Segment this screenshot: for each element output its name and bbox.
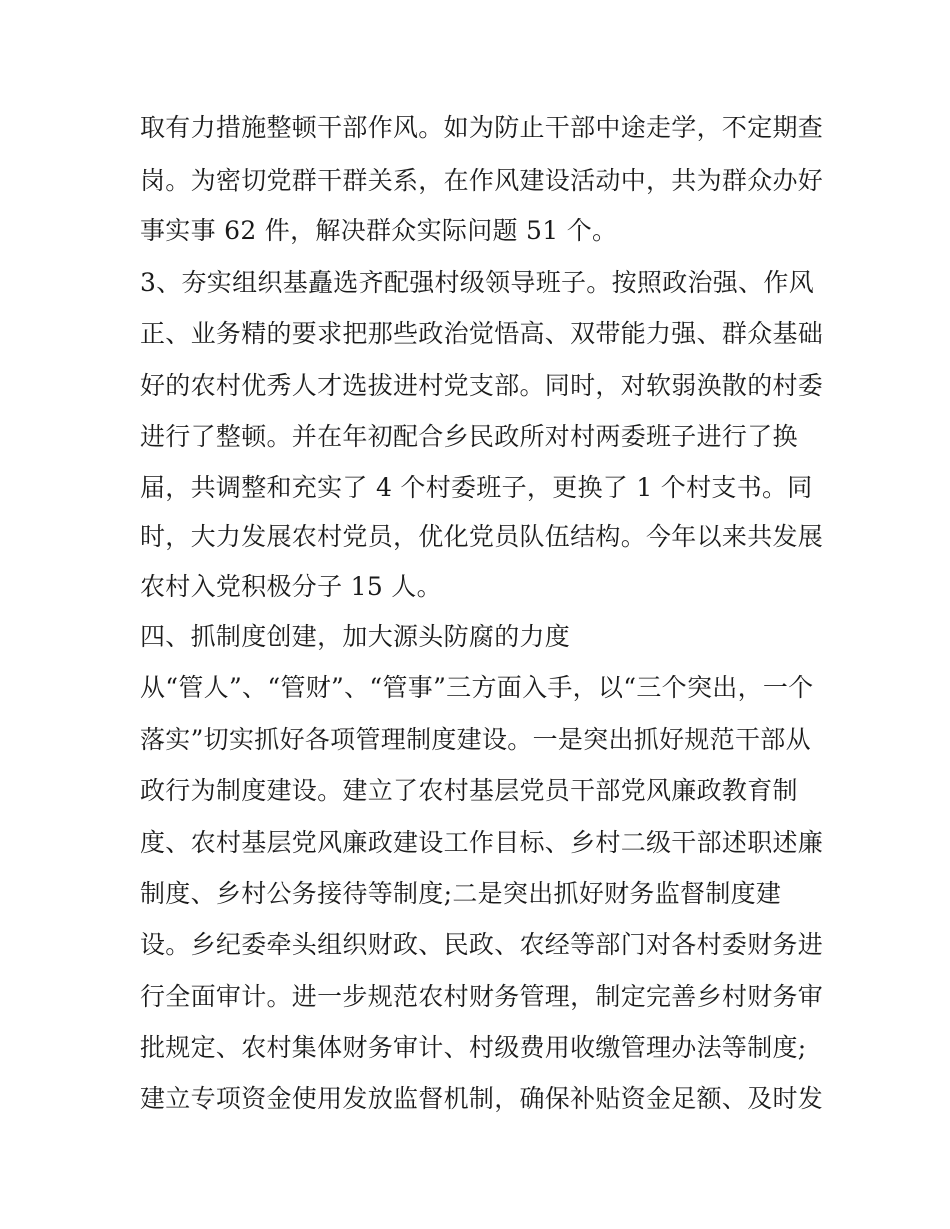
text-line: 好的农村优秀人才选拔进村党支部。同时，对软弱涣散的村委 (140, 371, 824, 400)
text-line: 取有力措施整顿干部作风。如为防止干部中途走学，不定期查 (140, 113, 824, 142)
text-line: 岗。为密切党群干群关系，在作风建设活动中，共为群众办好 (140, 166, 824, 195)
text-line: 农村入党积极分子 15 人。 (140, 572, 442, 601)
text-line: 事实事 62 件，解决群众实际问题 51 个。 (140, 216, 618, 245)
text-line: 度、农村基层党风廉政建设工作目标、乡村二级干部述职述廉 (140, 828, 824, 857)
text-line: 落实”切实抓好各项管理制度建设。一是突出抓好规范干部从 (140, 725, 811, 754)
text-line: 进行了整顿。并在年初配合乡民政所对村两委班子进行了换 (140, 422, 798, 451)
text-line: 政行为制度建设。建立了农村基层党员干部党风廉政教育制 (140, 776, 798, 805)
text-line: 正、业务精的要求把那些政治觉悟高、双带能力强、群众基础 (140, 319, 824, 348)
text-line: 时，大力发展农村党员，优化党员队伍结构。今年以来共发展 (140, 522, 824, 551)
text-line: 从“管人”、“管财”、“管事”三方面入手，以“三个突出，一个 (140, 673, 814, 702)
text-line: 设。乡纪委牵头组织财政、民政、农经等部门对各村委财务进 (140, 930, 824, 959)
text-line: 批规定、农村集体财务审计、村级费用收缴管理办法等制度; (140, 1033, 807, 1062)
text-line: 行全面审计。进一步规范农村财务管理，制定完善乡村财务审 (140, 982, 824, 1011)
section-heading: 四、抓制度创建，加大源头防腐的力度 (140, 622, 571, 651)
text-line: 建立专项资金使用发放监督机制，确保补贴资金足额、及时发 (140, 1084, 824, 1113)
text-line: 届，共调整和充实了 4 个村委班子，更换了 1 个村支书。同 (140, 473, 813, 502)
text-line: 3、夯实组织基矗选齐配强村级领导班子。按照政治强、作风 (140, 268, 815, 297)
text-line: 制度、乡村公务接待等制度;二是突出抓好财务监督制度建 (140, 879, 782, 908)
